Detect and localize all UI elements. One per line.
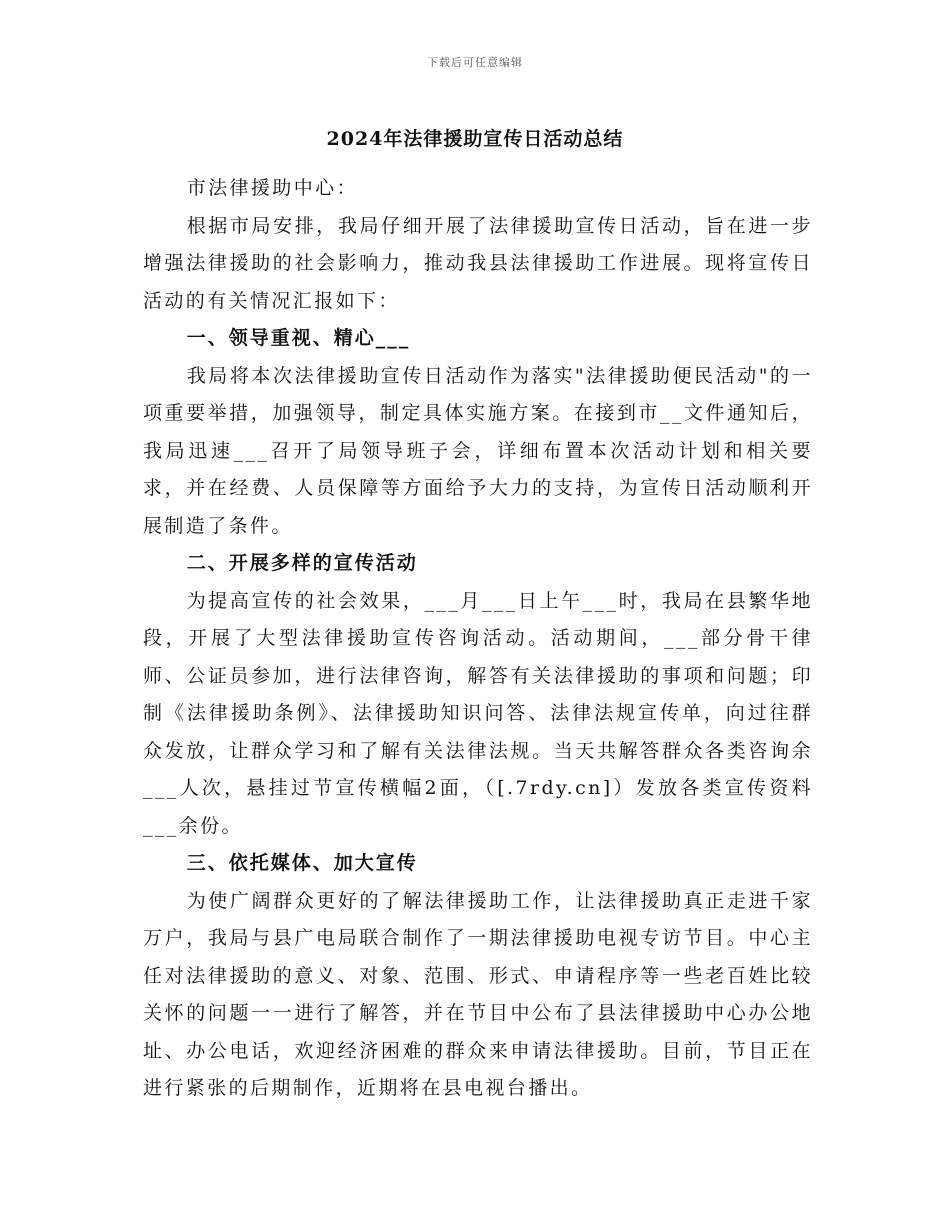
document-title: 2024年法律援助宣传日活动总结 xyxy=(326,128,624,150)
watermark-text: 下载后可任意编辑 xyxy=(427,56,523,69)
section-body-2: 为提高宣传的社会效果，___月___日上午___时，我局在县繁华地段，开展了大型法律援助宣传咨询活动。活动期间，___部分骨干律师、公证员参加，进行法律咨询，解答有关法律援助的事项和问题；印制《法律援助条例》、法律援助知识问答、法律法规宣传单，向过往群众发放，让群众学习和了解有关法律法规。当天共解答群众各类咨询余___人次，悬挂过节宣传横幅2面，（[.7rdy.cn]）发放各类宣传资料___余份。 xyxy=(143,589,813,837)
section-heading-2: 二、开展多样的宣传活动 xyxy=(186,552,418,574)
salutation: 市法律援助中心： xyxy=(186,177,358,199)
section-heading-1: 一、领导重视、精心___ xyxy=(186,327,411,349)
intro-paragraph: 根据市局安排，我局仔细开展了法律援助宣传日活动，旨在进一步增强法律援助的社会影响力，推动我县法律援助工作进展。现将宣传日活动的有关情况汇报如下： xyxy=(143,214,813,312)
section-body-3: 为使广阔群众更好的了解法律援助工作，让法律援助真正走进千家万户，我局与县广电局联合制作了一期法律援助电视专访节目。中心主任对法律援助的意义、对象、范围、形式、申请程序等一些老百姓比较关怀的问题一一进行了解答，并在节目中公布了县法律援助中心办公地址、办公电话，欢迎经济困难的群众来申请法律援助。目前，节目正在进行紧张的后期制作，近期将在县电视台播出。 xyxy=(143,889,813,1099)
section-body-1: 我局将本次法律援助宣传日活动作为落实"法律援助便民活动"的一项重要举措，加强领导，制定具体实施方案。在接到市__文件通知后，我局迅速___召开了局领导班子会，详细布置本次活动计划和相关要求，并在经费、人员保障等方面给予大力的支持，为宣传日活动顺利开展制造了条件。 xyxy=(143,364,813,537)
section-heading-3: 三、依托媒体、加大宣传 xyxy=(186,852,418,874)
document-body xyxy=(143,170,813,1108)
